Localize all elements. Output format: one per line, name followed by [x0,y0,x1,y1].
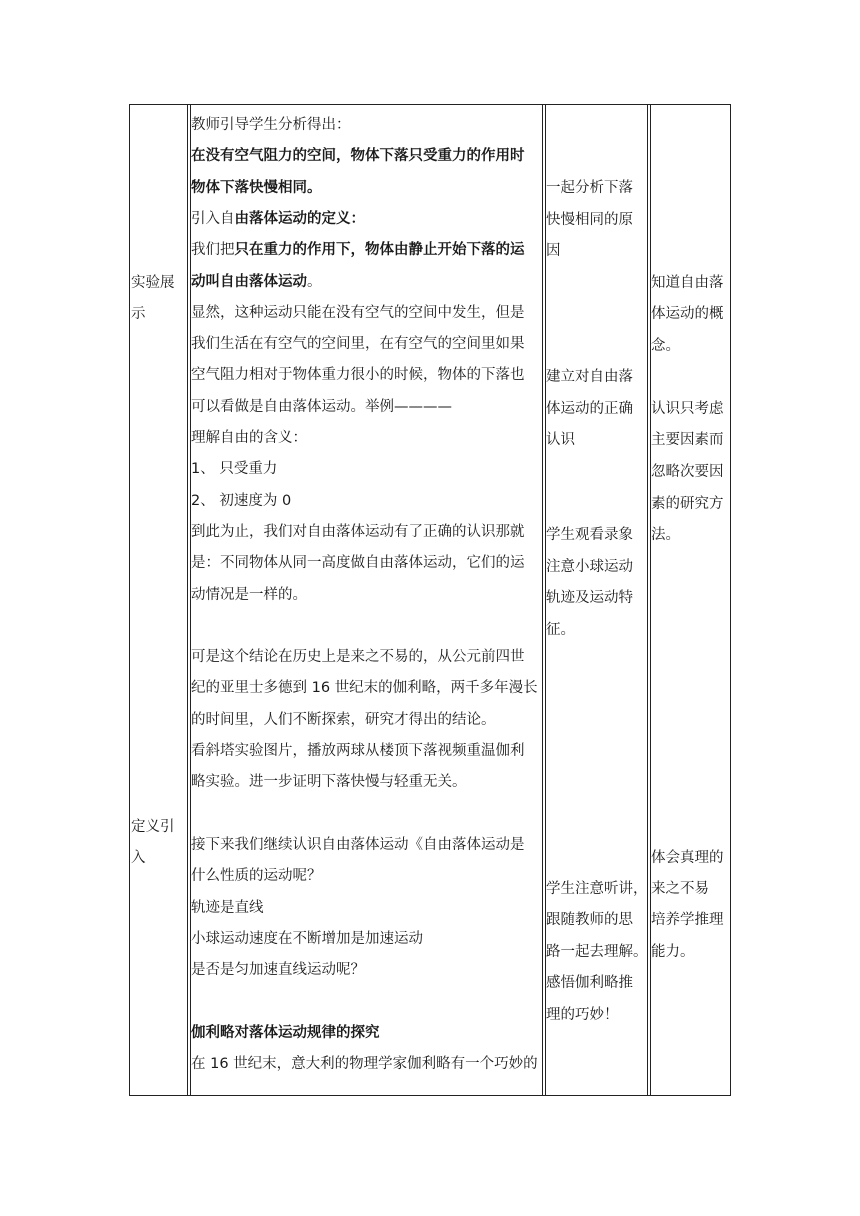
table-border [730,104,731,1096]
row-header-line: 示 [131,306,146,322]
design-intent-line: 体运动的概 [651,306,724,322]
student-activity-line: 注意小球运动 [546,559,633,575]
text-run: 略实验。进一步证明下落快慢与轻重无关。 [191,774,467,791]
teacher-activity-line [191,1049,538,1080]
text-run: 。 [307,273,322,290]
design-intent-line: 素的研究方 [651,496,724,512]
design-intent-line: 能力。 [651,944,695,960]
text-run: 什么性质的运动呢？ [191,868,322,885]
teacher-activity-line [191,642,525,673]
table-bottom-border [129,1095,731,1096]
teacher-activity-line [191,736,525,767]
teacher-activity-line [191,861,322,892]
teacher-activity-line [191,830,525,861]
text-run: 我们把 [191,242,235,259]
text-run: 可以看做是自由落体运动。举例———— [191,398,452,415]
bold-text: 在没有空气阻力的空间，物体下落只受重力的作用时 [191,148,525,165]
student-activity-line: 征。 [546,622,575,638]
text-run: 到此为止，我们对自由落体运动有了正确的认识那就 [191,523,525,540]
text-run: 显然，这种运动只能在没有空气的空间中发生，但是 [191,304,525,321]
text-run: 1、 只受重力 [191,461,278,478]
design-intent-line: 培养学推理 [651,912,724,928]
teacher-activity-line [191,580,307,611]
text-run: 小球运动速度在不断增加是加速运动 [191,930,423,947]
teacher-activity-line [191,235,525,266]
student-activity-line: 学生观看录象 [546,527,633,543]
row-header-line: 定义引 [131,819,175,835]
row-header-line: 入 [131,850,146,866]
teacher-activity-line [191,360,525,391]
student-activity-line: 建立对自由落 [546,369,633,385]
student-activity-line: 一起分析下落 [546,180,633,196]
text-run: 是否是匀加速直线运动呢？ [191,962,365,979]
text-run: 看斜塔实验图片，播放两球从楼顶下落视频重温伽利 [191,743,525,759]
teacher-activity-line [191,893,264,924]
teacher-activity-line [191,955,365,986]
text-run: 是：不同物体从同一高度做自由落体运动，它们的运 [191,555,525,572]
teacher-activity-line [191,1018,380,1049]
text-run: 接下来我们继续认识自由落体运动《自由落体运动是 [191,836,525,853]
design-intent-line: 来之不易 [651,881,709,897]
text-run: 引入自 [191,210,235,227]
bold-text: 只在重力的作用下，物体由静止开始下落的运 [234,242,525,259]
teacher-activity-line [191,110,351,141]
text-run: 理解自由的含义： [191,430,307,446]
text-run: 可是这个结论在历史上是来之不易的，从公元前四世 [191,649,525,666]
teacher-activity-line [191,141,525,172]
text-run: 纪的亚里士多德到 16 世纪末的伽利略，两千多年漫长 [191,680,538,697]
teacher-activity-line [191,705,496,736]
design-intent-line: 主要因素而 [651,432,724,448]
bold-text: 伽利略对落体运动规律的探究 [191,1024,380,1041]
teacher-activity-line [191,767,467,798]
text-run: 动情况是一样的。 [191,586,307,603]
design-intent-line: 体会真理的 [651,850,724,866]
student-activity-line: 体运动的正确 [546,401,633,417]
teacher-activity-line [191,486,291,517]
teacher-activity-line [191,673,538,704]
text-run: 我们生活在有空气的空间里，在有空气的空间里如果 [191,336,525,353]
teacher-activity-line [191,173,322,204]
design-intent-line: 念。 [651,338,680,354]
design-intent-line: 法。 [651,527,680,543]
teacher-activity-line [191,454,277,485]
teacher-activity-line [191,267,322,298]
student-activity-line: 快慢相同的原 [546,212,633,228]
table-border [129,104,130,1096]
text-run: 的时间里，人们不断探索，研究才得出的结论。 [191,711,496,728]
student-activity-line: 感悟伽利略推 [546,975,633,991]
row-header-line: 实验展 [131,275,175,291]
student-activity-line: 跟随教师的思 [546,912,633,928]
teacher-activity-line [191,924,423,955]
design-intent-line: 知道自由落 [651,275,724,291]
text-run: 教师引导学生分析得出： [191,117,351,133]
teacher-activity-line [191,517,525,548]
teacher-activity-line [191,329,525,360]
student-activity-line: 理的巧妙！ [546,1007,619,1023]
student-activity-line: 路一起去理解。 [546,944,648,960]
teacher-activity-line [191,548,525,579]
bold-text: 动叫自由落体运动 [191,273,307,290]
text-run: 2、 初速度为 0 [191,492,292,509]
text-run: 空气阻力相对于物体重力很小的时候，物体的下落也 [191,367,525,384]
teacher-activity-line [191,423,307,454]
student-activity-line: 学生注意听讲， [546,881,648,897]
design-intent-line: 忽略次要因 [651,464,724,480]
table-border [542,104,543,1096]
bold-text: 由落体运动的定义： [234,210,365,227]
teacher-activity-line [191,298,525,329]
bold-text: 物体下落快慢相同。 [191,179,322,196]
student-activity-line: 认识 [546,432,575,448]
text-run: 轨迹是直线 [191,899,264,916]
teacher-activity-line [191,392,452,423]
table-border [187,104,188,1096]
design-intent-line: 认识只考虑 [651,401,724,417]
student-activity-line: 轨迹及运动特 [546,590,633,606]
text-run: 在 16 世纪末，意大利的物理学家伽利略有一个巧妙的 [191,1056,538,1072]
teacher-activity-line [191,204,365,235]
student-activity-line: 因 [546,243,561,259]
table-top-border [129,104,731,105]
